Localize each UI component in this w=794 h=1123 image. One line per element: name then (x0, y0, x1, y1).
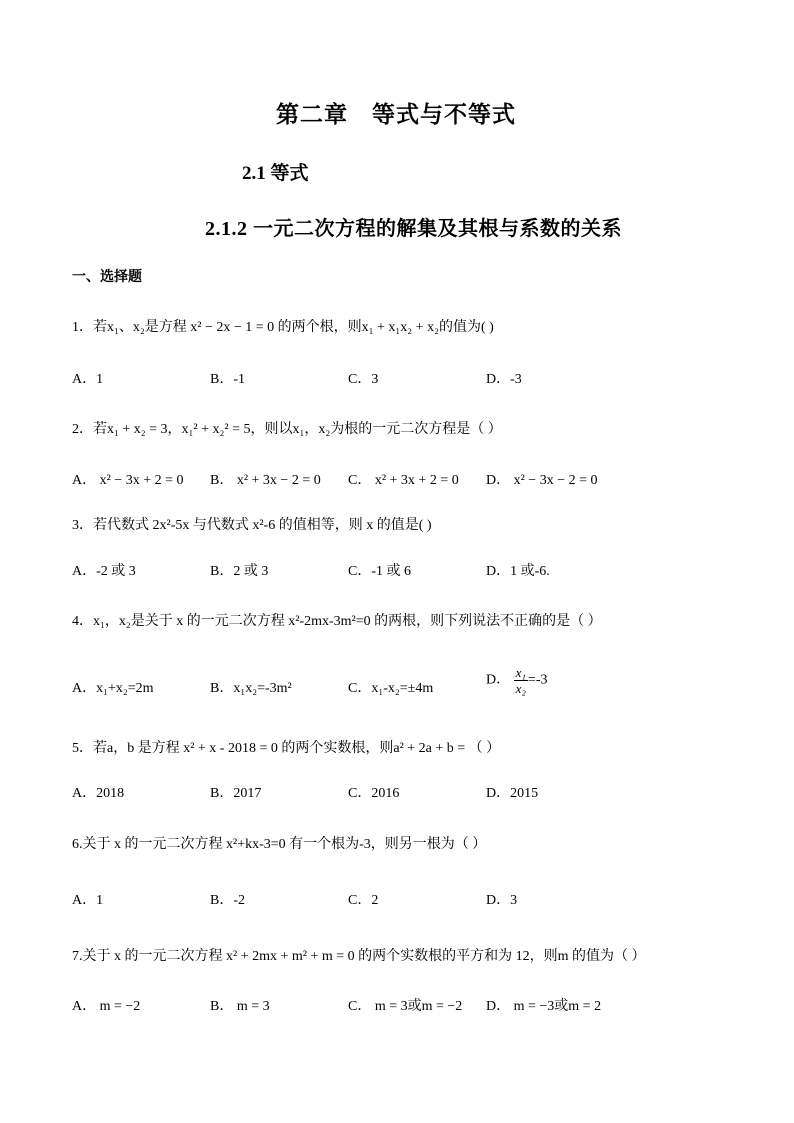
question-1-stem: 1．若x₁、x₂是方程 x² − 2x − 1 = 0 的两个根，则x₁ + x₁x₂ + x₂的值为( ) (72, 320, 494, 335)
question-2-option-d: D． x² − 3x − 2 = 0 (486, 473, 598, 488)
question-2-option-b: B． x² + 3x − 2 = 0 (210, 473, 321, 488)
question-6-option-b: B．-2 (210, 893, 245, 908)
question-1-option-a: A．1 (72, 372, 104, 387)
question-6-stem: 6.关于 x 的一元二次方程 x²+kx-3=0 有一个根为-3，则另一根为（ ） (72, 837, 487, 852)
question-2-option-a: A． x² − 3x + 2 = 0 (72, 473, 184, 488)
question-6-option-a: A．1 (72, 893, 104, 908)
part-title: 一、选择题 (72, 270, 142, 285)
fraction-denominator: x₂ (515, 681, 526, 696)
question-2-option-c: C． x² + 3x + 2 = 0 (348, 473, 459, 488)
question-1-option-c: C．3 (348, 372, 379, 387)
question-3-option-d: D．1 或-6. (486, 564, 550, 579)
question-5-option-d: D．2015 (486, 786, 539, 801)
question-5-option-b: B．2017 (210, 786, 262, 801)
question-7-stem: 7.关于 x 的一元二次方程 x² + 2mx + m² + m = 0 的两个实数根的平方和为 12，则m 的值为（ ） (72, 949, 646, 964)
section-title: 2.1 等式 (242, 163, 309, 184)
question-5-stem: 5．若a，b 是方程 x² + x - 2018 = 0 的两个实数根，则a² + 2a + b = （ ） (72, 741, 501, 756)
question-4-option-d-rest: =-3 (527, 672, 548, 688)
question-4-stem: 4．x₁，x₂是关于 x 的一元二次方程 x²-2mx-3m²=0 的两根，则下列说法不正确的是（ ） (72, 614, 602, 629)
question-5-option-a: A．2018 (72, 786, 125, 801)
question-4-option-c: C．x₁-x₂=±4m (348, 681, 434, 696)
question-1-option-d: D．-3 (486, 372, 522, 387)
question-3-stem: 3．若代数式 2x²-5x 与代数式 x²-6 的值相等，则 x 的值是( ) (72, 518, 432, 533)
chapter-title: 第二章 等式与不等式 (276, 102, 516, 127)
question-7-option-d: D． m = −3或m = 2 (486, 999, 602, 1014)
question-5-option-c: C．2016 (348, 786, 400, 801)
question-1-option-b: B．-1 (210, 372, 245, 387)
question-4-option-b: B．x₁x₂=-3m² (210, 681, 292, 696)
question-3-option-b: B．2 或 3 (210, 564, 269, 579)
question-3-option-a: A．-2 或 3 (72, 564, 136, 579)
question-2-stem: 2．若x₁ + x₂ = 3，x₁² + x₂² = 5，则以x₁，x₂为根的一元二次方程是（ ） (72, 422, 502, 437)
question-7-option-a: A． m = −2 (72, 999, 141, 1014)
fraction (514, 665, 528, 696)
question-4-option-d-label: D． (486, 672, 511, 688)
question-4-option-a: A．x₁+x₂=2m (72, 681, 154, 696)
fraction-numerator: x₁ (515, 665, 526, 680)
question-7-option-c: C． m = 3或m = −2 (348, 999, 463, 1014)
question-7-option-b: B． m = 3 (210, 999, 270, 1014)
question-6-option-c: C．2 (348, 893, 379, 908)
question-3-option-c: C．-1 或 6 (348, 564, 411, 579)
question-4-option-d (486, 665, 547, 696)
question-6-option-d: D．3 (486, 893, 518, 908)
subsection-title: 2.1.2 一元二次方程的解集及其根与系数的关系 (205, 218, 622, 240)
